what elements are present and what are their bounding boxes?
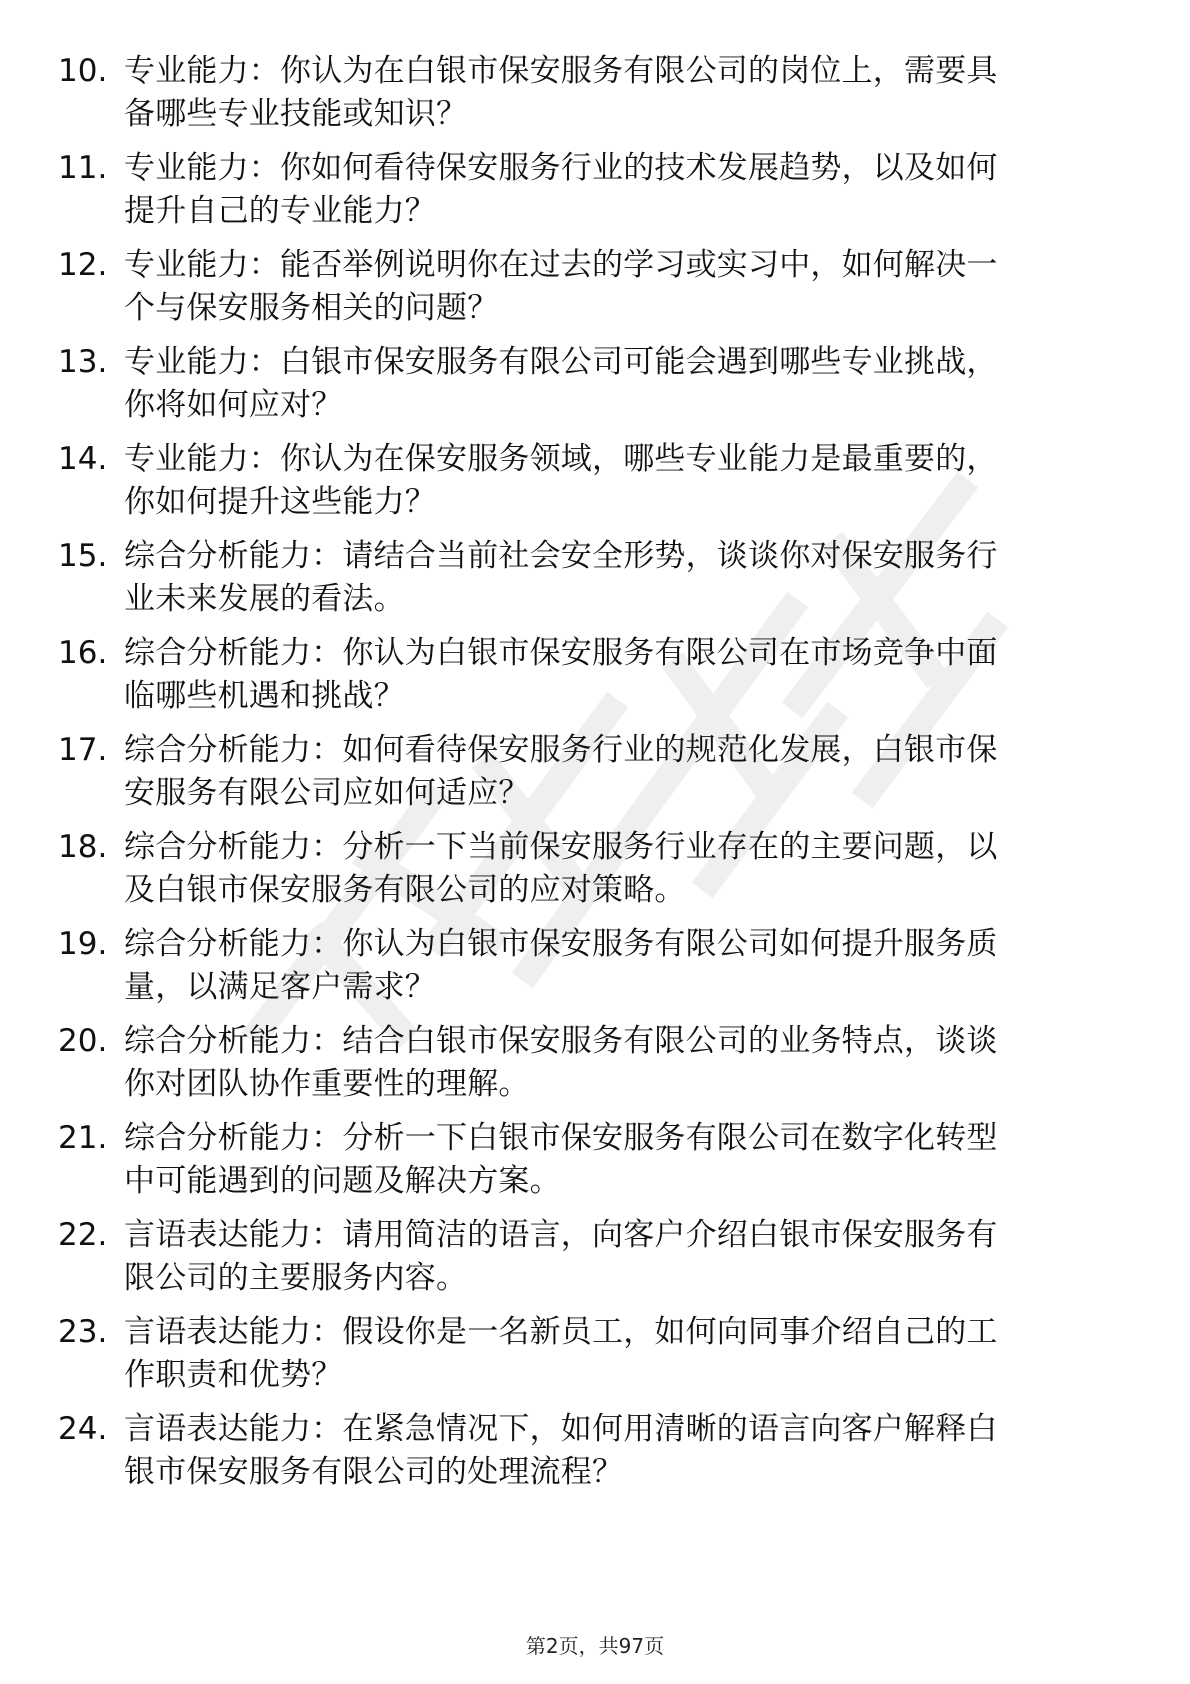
question-text [124,1117,1114,1203]
question-line: 综合分析能力：你认为白银市保安服务有限公司在市场竞争中面 [124,635,998,671]
question-text [124,729,1114,815]
question-number: 15. [58,538,108,574]
question-text [124,632,1114,718]
question-number: 24. [58,1411,108,1447]
page-number-footer: 第2页，共97页 [525,1634,665,1658]
question-number: 12. [58,247,108,283]
question-line: 言语表达能力：请用简洁的语言，向客户介绍白银市保安服务有 [124,1217,998,1253]
question-line: 综合分析能力：你认为白银市保安服务有限公司如何提升服务质 [124,926,998,962]
question-item [0,341,1190,438]
question-item [0,1408,1190,1505]
question-item [0,438,1190,535]
question-number: 11. [58,150,108,186]
question-line: 量，以满足客户需求？ [124,969,436,1005]
question-number: 13. [58,344,108,380]
question-item [0,1311,1190,1408]
question-line: 专业能力：你如何看待保安服务行业的技术发展趋势，以及如何 [124,150,998,186]
question-item [0,632,1190,729]
question-line: 综合分析能力：请结合当前社会安全形势，谈谈你对保安服务行 [124,538,998,574]
question-line: 综合分析能力：分析一下当前保安服务行业存在的主要问题，以 [124,829,998,865]
question-line: 言语表达能力：在紧急情况下，如何用清晰的语言向客户解释白 [124,1411,998,1447]
question-line: 专业能力：能否举例说明你在过去的学习或实习中，如何解决一 [124,247,998,283]
question-line: 专业能力：你认为在保安服务领域，哪些专业能力是最重要的， [124,441,998,477]
question-line: 专业能力：你认为在白银市保安服务有限公司的岗位上，需要具 [124,53,998,89]
question-text [124,1214,1114,1300]
question-list [0,50,1190,1505]
question-item [0,1020,1190,1117]
question-number: 19. [58,926,108,962]
question-line: 你对团队协作重要性的理解。 [124,1066,530,1102]
question-text [124,535,1114,621]
question-number: 20. [58,1023,108,1059]
question-text [124,826,1114,912]
question-text [124,147,1114,233]
question-number: 22. [58,1217,108,1253]
question-line: 中可能遇到的问题及解决方案。 [124,1163,561,1199]
question-text [124,341,1114,427]
question-line: 限公司的主要服务内容。 [124,1260,468,1296]
question-number: 17. [58,732,108,768]
question-line: 个与保安服务相关的问题？ [124,290,499,326]
question-line: 专业能力：白银市保安服务有限公司可能会遇到哪些专业挑战， [124,344,998,380]
question-line: 业未来发展的看法。 [124,581,405,617]
question-number: 23. [58,1314,108,1350]
question-item [0,729,1190,826]
question-text [124,1020,1114,1106]
question-number: 18. [58,829,108,865]
question-item [0,535,1190,632]
question-item [0,1117,1190,1214]
question-item [0,147,1190,244]
question-line: 临哪些机遇和挑战？ [124,678,405,714]
question-item [0,826,1190,923]
question-line: 安服务有限公司应如何适应？ [124,775,530,811]
question-text [124,50,1114,136]
question-item [0,50,1190,147]
question-line: 综合分析能力：结合白银市保安服务有限公司的业务特点，谈谈 [124,1023,998,1059]
question-text [124,438,1114,524]
question-item [0,1214,1190,1311]
question-text [124,244,1114,330]
question-line: 备哪些专业技能或知识？ [124,96,468,132]
question-number: 14. [58,441,108,477]
question-number: 10. [58,53,108,89]
question-line: 综合分析能力：如何看待保安服务行业的规范化发展，白银市保 [124,732,998,768]
question-number: 16. [58,635,108,671]
question-line: 你将如何应对？ [124,387,343,423]
question-number: 21. [58,1120,108,1156]
question-text [124,1311,1114,1397]
question-line: 言语表达能力：假设你是一名新员工，如何向同事介绍自己的工 [124,1314,998,1350]
question-line: 银市保安服务有限公司的处理流程？ [124,1454,624,1490]
question-line: 及白银市保安服务有限公司的应对策略。 [124,872,686,908]
question-line: 作职责和优势？ [124,1357,343,1393]
question-text [124,1408,1114,1494]
question-text [124,923,1114,1009]
question-line: 你如何提升这些能力？ [124,484,436,520]
question-item [0,244,1190,341]
question-line: 综合分析能力：分析一下白银市保安服务有限公司在数字化转型 [124,1120,998,1156]
question-line: 提升自己的专业能力？ [124,193,436,229]
question-item [0,923,1190,1020]
